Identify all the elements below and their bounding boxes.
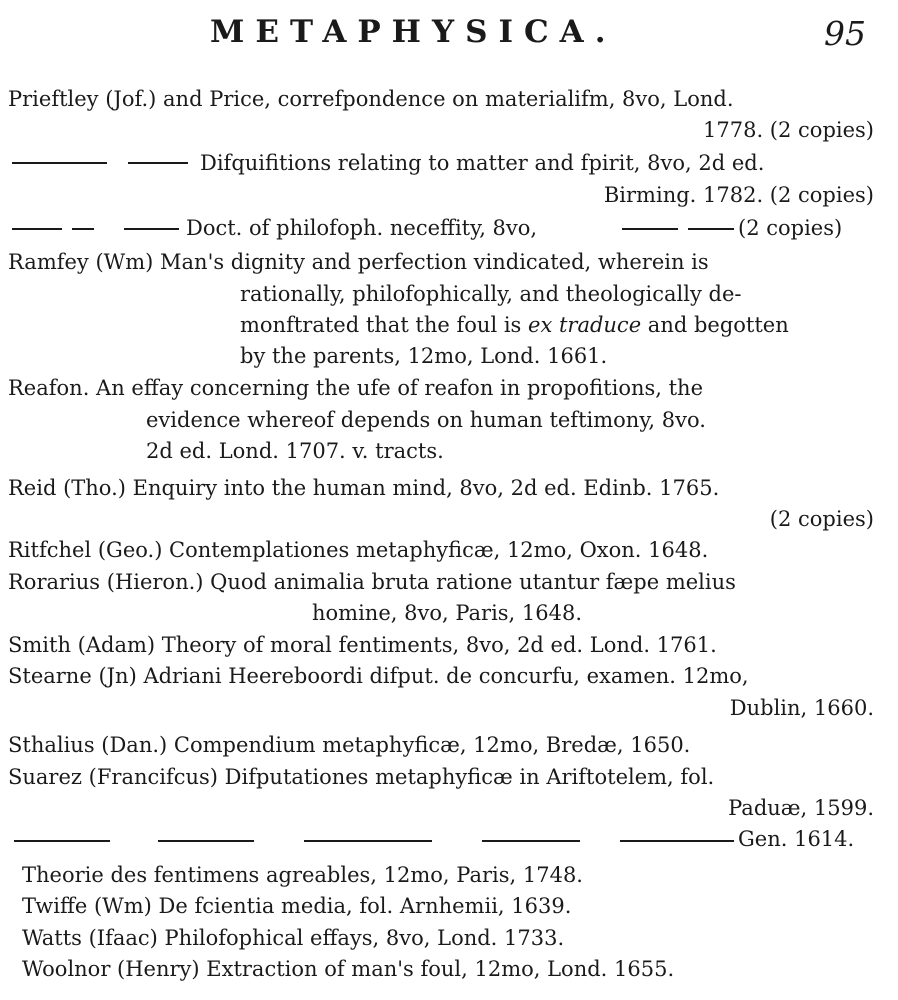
ditto-dash — [304, 840, 432, 842]
entry-rorarius-line-2: homine, 8vo, Paris, 1648. — [312, 601, 583, 625]
entry-ramsey-line-3-end: and begotten — [641, 313, 789, 337]
entry-suarez-line-1: Suarez (Francifcus) Difputationes metaphyficæ in Ariftotelem, fol. — [8, 765, 715, 789]
entry-woolnor: Woolnor (Henry) Extraction of man's foul, 12mo, Lond. 1655. — [22, 957, 675, 981]
entry-disquisitions-line-2: Birming. 1782. (2 copies) — [603, 183, 874, 207]
entry-reid-line-1: Reid (Tho.) Enquiry into the human mind, 8vo, 2d ed. Edinb. 1765. — [8, 476, 720, 500]
ditto-dash — [12, 228, 62, 230]
entry-suarez-line-2: Paduæ, 1599. — [728, 796, 874, 820]
entry-priestley-line-2: 1778. (2 copies) — [703, 118, 874, 142]
entry-priestley-line-1: Prieftley (Jof.) and Price, correfpondence on materialifm, 8vo, Lond. — [8, 87, 734, 111]
ditto-dash — [482, 840, 580, 842]
entry-disquisitions-line-1: Difquifitions relating to matter and fpirit, 8vo, 2d ed. — [200, 151, 765, 175]
ditto-dash — [688, 228, 734, 230]
ditto-dash — [128, 162, 188, 164]
entry-necessity-title: Doct. of philofoph. neceffity, 8vo, — [186, 216, 538, 240]
ditto-dash — [124, 228, 179, 230]
page-title: METAPHYSICA. — [210, 14, 617, 50]
entry-ramsey-latin-phrase: ex traduce — [528, 313, 642, 337]
entry-suarez-genoa: Gen. 1614. — [738, 827, 855, 851]
ditto-dash — [72, 228, 94, 230]
entry-smith: Smith (Adam) Theory of moral fentiments, 8vo, 2d ed. Lond. 1761. — [8, 633, 717, 657]
entry-ramsey-line-4: by the parents, 12mo, Lond. 1661. — [240, 344, 608, 368]
entry-reid-line-2: (2 copies) — [769, 507, 874, 531]
entry-reason-line-2: evidence whereof depends on human teftimony, 8vo. — [146, 408, 706, 432]
ditto-dash — [12, 162, 107, 164]
entry-stearne-line-2: Dublin, 1660. — [729, 696, 874, 720]
entry-ritschel: Ritfchel (Geo.) Contemplationes metaphyficæ, 12mo, Oxon. 1648. — [8, 538, 709, 562]
page-number: 95 — [824, 14, 866, 53]
entry-reason-line-3: 2d ed. Lond. 1707. v. tracts. — [146, 439, 444, 463]
ditto-dash — [14, 840, 110, 842]
entry-sthalius: Sthalius (Dan.) Compendium metaphyficæ, 12mo, Bredæ, 1650. — [8, 733, 691, 757]
entry-reason-line-1: Reafon. An effay concerning the ufe of reafon in propofitions, the — [8, 376, 703, 400]
entry-rorarius-line-1: Rorarius (Hieron.) Quod animalia bruta ratione utantur fæpe melius — [8, 570, 736, 594]
entry-ramsey-line-2: rationally, philofophically, and theologically de- — [240, 282, 742, 306]
entry-necessity-copies: (2 copies) — [738, 216, 843, 240]
entry-ramsey-line-3-start: monftrated that the foul is — [240, 313, 529, 337]
entry-ramsey-line-3 — [240, 310, 874, 341]
entry-theorie: Theorie des fentimens agreables, 12mo, Paris, 1748. — [22, 863, 583, 887]
running-header — [0, 10, 898, 60]
ditto-dash — [622, 228, 678, 230]
ditto-dash — [620, 840, 734, 842]
entry-twisse: Twiffe (Wm) De fcientia media, fol. Arnhemii, 1639. — [22, 894, 572, 918]
entry-watts: Watts (Ifaac) Philofophical effays, 8vo, Lond. 1733. — [22, 926, 565, 950]
entry-stearne-line-1: Stearne (Jn) Adriani Heereboordi difput. de concurfu, examen. 12mo, — [8, 664, 749, 688]
ditto-dash — [158, 840, 254, 842]
entry-ramsey-line-1: Ramfey (Wm) Man's dignity and perfection vindicated, wherein is — [8, 250, 709, 274]
